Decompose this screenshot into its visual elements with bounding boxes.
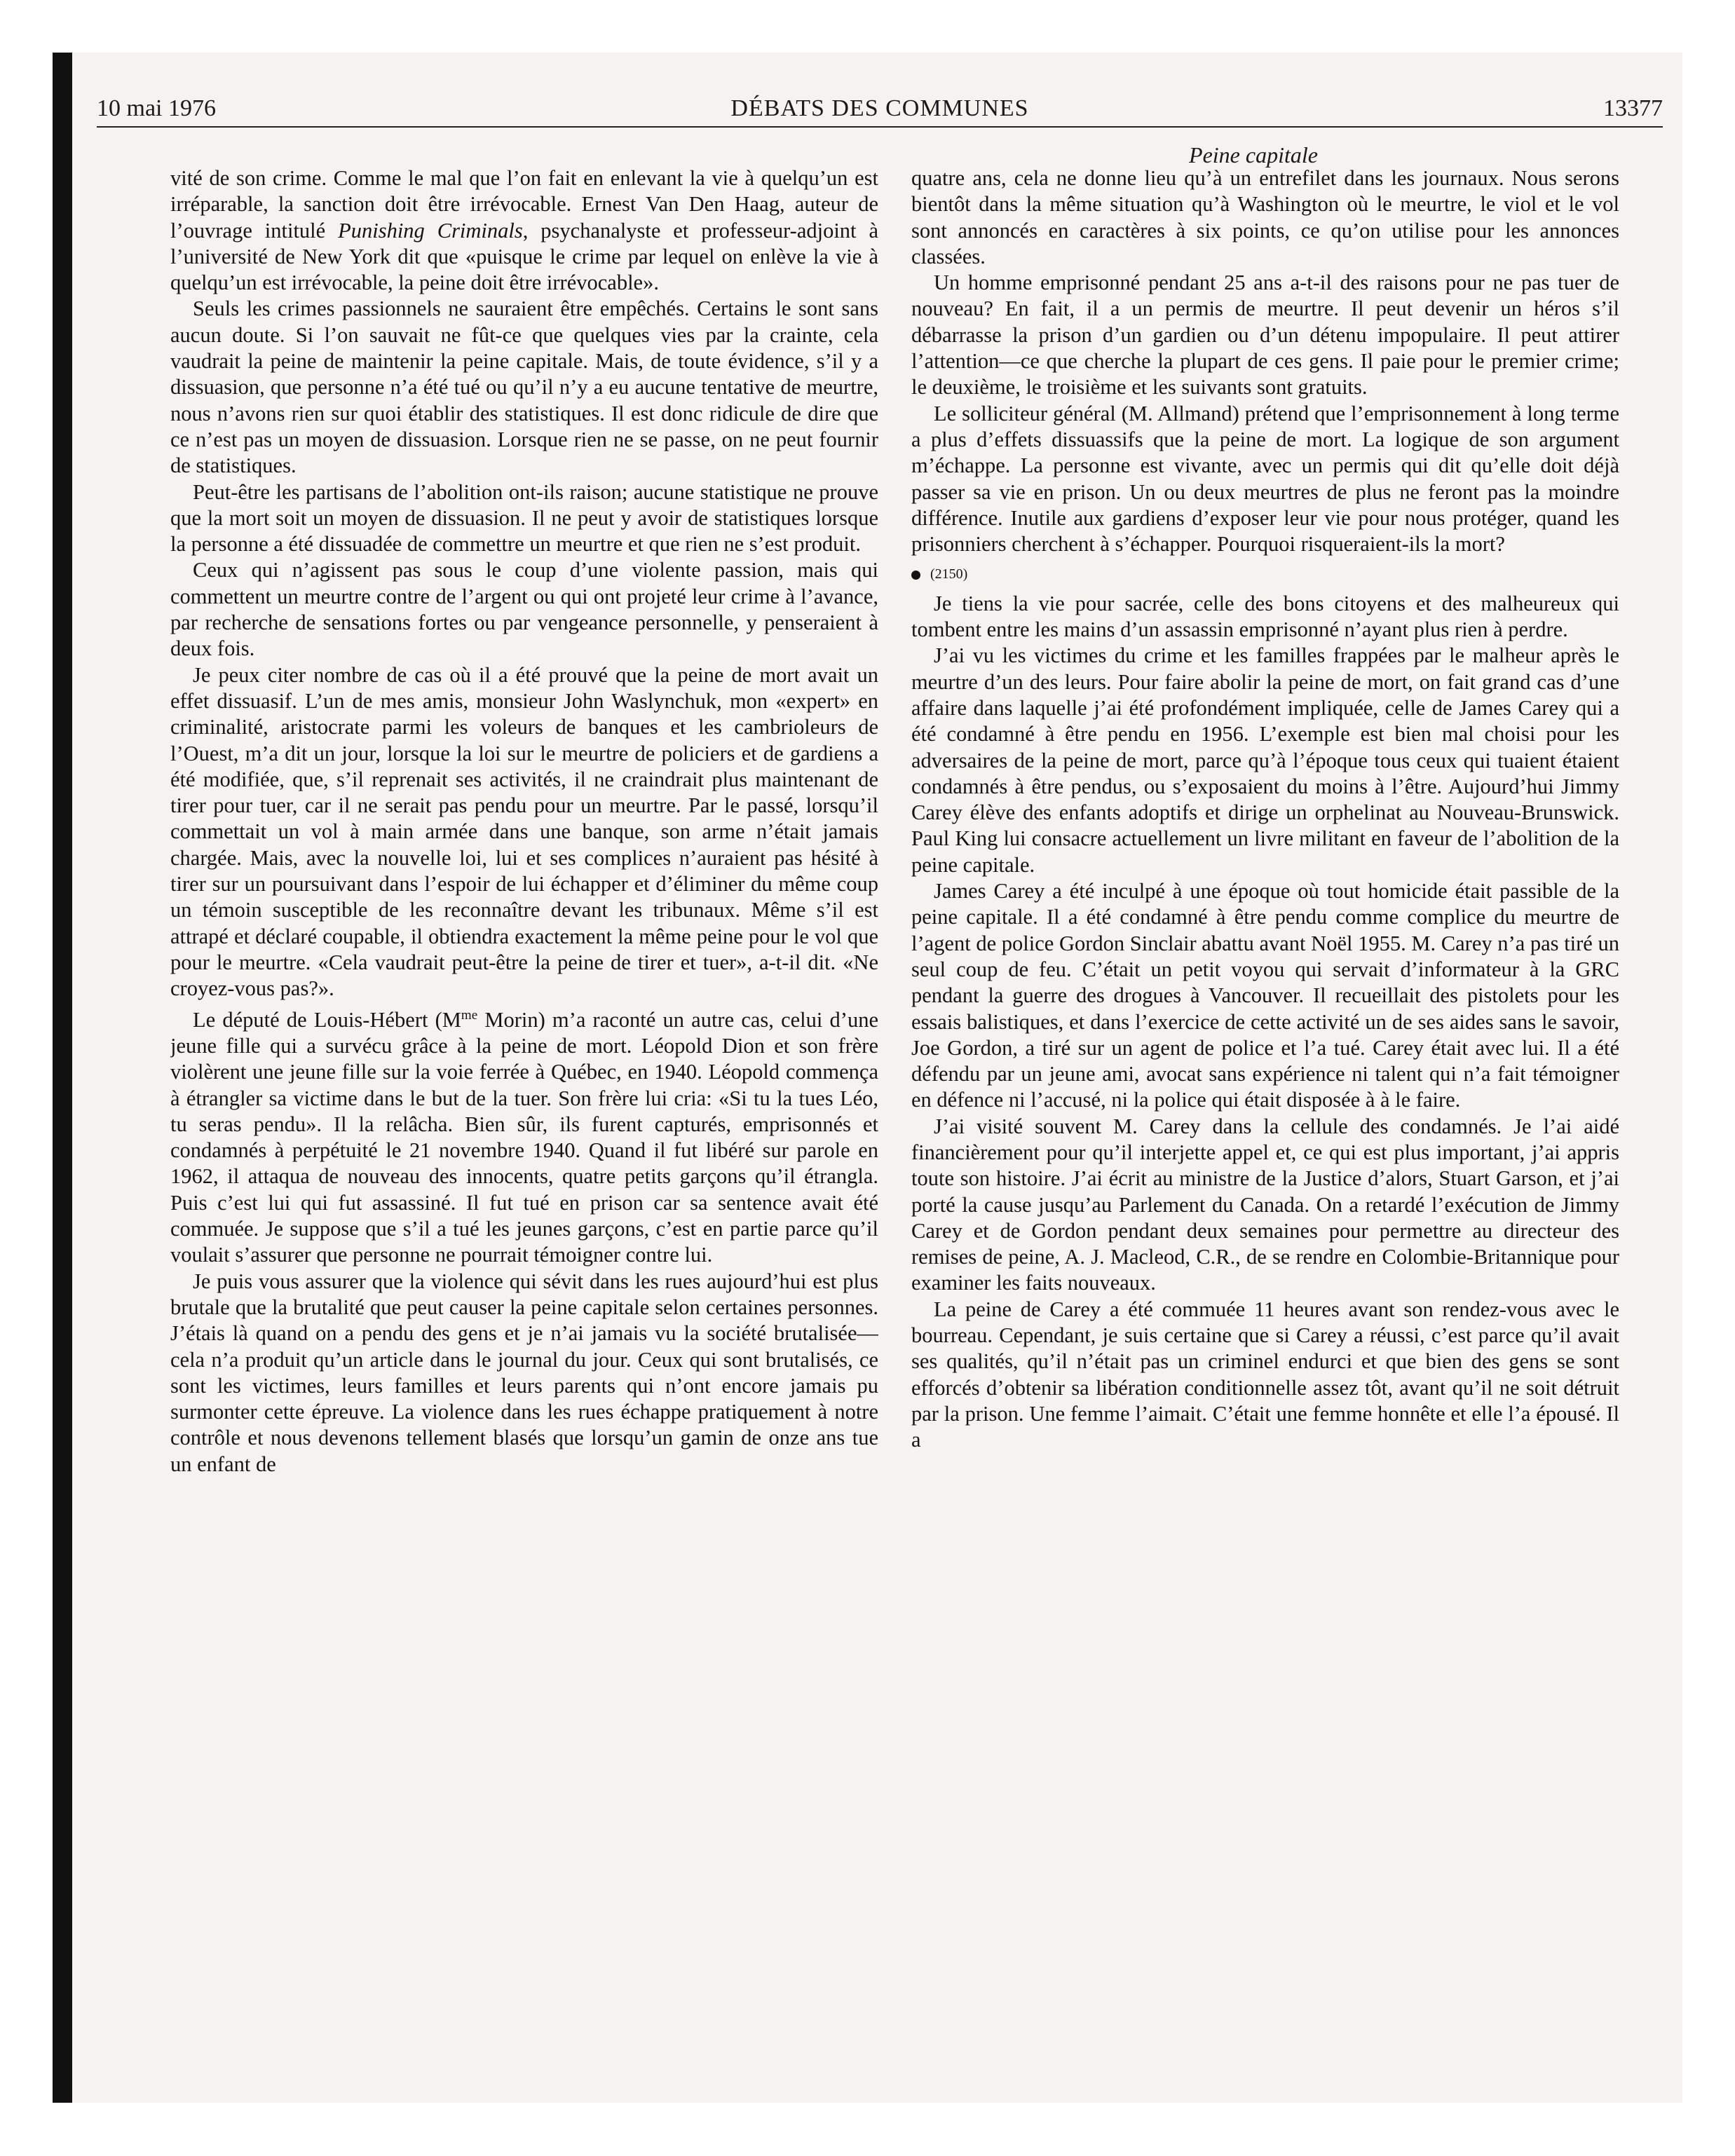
paragraph: Seuls les crimes passionnels ne sauraient être empêchés. Certains le sont sans aucun doute. Si l’on sauvait ne fût-ce que quelques vies par la crainte, cela vaudrait la peine de maintenir la peine capitale. Mais, de toute évidence, s’il y a dissuasion, que personne n’a été tué ou qu’il n’y a eu aucune tentative de meurtre, nous n’avons rien sur quoi établir des statistiques. Il est donc ridicule de dire que ce n’est pas un moyen de dissuasion. Lorsque rien ne se passe, on ne peut fournir de statistiques. [170,296,878,478]
superscript: me [461,1007,478,1023]
paragraph: Un homme emprisonné pendant 25 ans a-t-il des raisons pour ne pas tuer de nouveau? En fait, il a un permis de meurtre. Il peut devenir un héros s’il débarrasse la prison d’un gardien ou d’un détenu impopulaire. Il peut attirer l’attention—ce que cherche la plupart de ces gens. Il paie pour le premier crime; le deuxième, le troisième et les suivants sont gratuits. [911,271,1619,400]
paragraph-text: vité de son crime. Comme le mal que l’on fait en enlevant la vie à quelqu’un est irréparable, la sanction doit être irrévocable. Ernest Van Den Haag, auteur de l’ouvrage intitulé [170,166,878,243]
paragraph: J’ai visité souvent M. Carey dans la cellule des condamnés. Je l’ai aidé financièrement pour qu’il interjette appel et, ce qui est plus important, j’ai appris toute son histoire. J’ai écrit au ministre de la Justice d’alors, Stuart Garson, et j’ai porté la cause jusqu’au Parlement du Canada. On a retardé l’exécution de Jimmy Carey et de Gordon pendant deux semaines pour permettre au directeur des remises de peine, A. J. Macleod, C.R., de se rendre en Colombie-Britannique pour examiner les faits nouveaux. [911,1114,1619,1295]
paragraph: J’ai vu les victimes du crime et les familles frappées par le malheur après le meurtre d’un des leurs. Pour faire abolir la peine de mort, on fait grand cas d’une affaire dans laquelle j’ai été profondément impliquée, celle de James Carey qui a été condamné à être pendu en 1956. L’exemple est bien mal choisi pour les adversaires de la peine de mort, parce qu’à l’époque tous ceux qui tuaient étaient condamnés à être pendus, ou s’exposaient du moins à l’être. Aujourd’hui Jimmy Carey élève des enfants adoptifs et dirige un orphelinat au Nouveau-Brunswick. Paul King lui consacre actuellement un livre militant en faveur de l’abolition de la peine capitale. [911,643,1619,877]
paragraph: Je peux citer nombre de cas où il a été prouvé que la peine de mort avait un effet dissuasif. L’un de mes amis, monsieur John Waslynchuk, mon «expert» en criminalité, aristocrate parmi les voleurs de banques et les cambrioleurs de l’Ouest, m’a dit un jour, lorsque la loi sur le meurtre de policiers et de gardiens a été modifiée, que, s’il reprenait ses activités, il ne craindrait plus maintenant de tirer pour tuer, car il ne serait pas pendu pour un meurtre. Par le passé, lorsqu’il commettait un vol à main armée dans une banque, son arme n’était jamais chargée. Mais, avec la nouvelle loi, lui et ses complices n’auraient pas hésité à tirer sur un poursuivant dans l’espoir de lui échapper et d’éliminer du même coup un témoin susceptible de les reconnaître devant les tribunaux. Même s’il est attrapé et déclaré coupable, il obtiendra exactement la même peine pour le vol que pour le meurtre. «Cela vaudrait peut-être la peine de tirer et tuer», a-t-il dit. «Ne croyez-vous pas?». [170,662,878,1001]
right-column [911,165,1619,2065]
paragraph: Ceux qui n’agissent pas sous le coup d’une violente passion, mais qui commettent un meurtre contre de l’argent ou qui ont projeté leur crime à l’avance, par recherche de sensations fortes ou par vengeance personnelle, y penseraient à deux fois. [170,558,878,661]
scan-edge-shadow [53,53,72,2103]
paragraph: Peut-être les partisans de l’abolition ont-ils raison; aucune statistique ne prouve que la mort soit un moyen de dissuasion. Il ne peut y avoir de statistiques lorsque la personne a été dissuadée de commettre un meurtre et que rien ne s’est produit. [170,479,878,557]
paragraph: La peine de Carey a été commuée 11 heures avant son rendez-vous avec le bourreau. Cependant, je suis certaine que si Carey a réussi, c’est parce qu’il avait ses qualités, qu’il n’était pas un criminel endurci et que bien des gens se sont efforcés d’obtenir sa libération conditionnelle assez tôt, avant qu’il ne soit détruit par la prison. Une femme l’aimait. C’était une femme honnête et elle l’a épousé. Il a [911,1297,1619,1452]
header-title: DÉBATS DES COMMUNES [730,95,1029,121]
bullet-icon [911,571,920,580]
header-page-number: 13377 [1603,95,1663,121]
paragraph: James Carey a été inculpé à une époque où tout homicide était passible de la peine capitale. Il a été condamné à être pendu comme complice du meurtre de l’agent de police Gordon Sinclair abattu avant Noël 1955. M. Carey n’a pas tiré un seul coup de feu. C’était un petit voyou qui servait d’informateur à la GRC pendant la guerre des drogues à Vancouver. Il recueillait des pistolets pour les essais balistiques, et dans l’exercice de cette activité un de ses aides sans le savoir, Joe Gordon, a tiré sur un agent de police et l’a tué. Carey était avec lui. Il a été défendu par un jeune ami, avocat sans expérience ni talent qui n’a fait témoigner en défence ni l’accusé, ni la police qui était disposée à à le faire. [911,879,1619,1112]
paragraph [170,1002,878,1269]
paragraph: Je puis vous assurer que la violence qui sévit dans les rues aujourd’hui est plus brutale que la brutalité que peut causer la peine capitale selon certaines personnes. J’étais là quand on a pendu des gens et je n’ai jamais vu la société brutalisée—cela n’a produit qu’un article dans le journal du jour. Ceux qui sont brutalisés, ce sont les victimes, leurs familles et leurs parents qui n’ont encore jamais pu surmonter cette épreuve. La violence dans les rues échappe pratiquement à notre contrôle et nous devenons tellement blasés que lorsqu’un gamin de onze ans tue un enfant de [170,1269,878,1476]
left-column [170,165,878,2065]
running-header [97,84,1663,128]
time-marker [911,561,1619,587]
paragraph-text: Morin) m’a raconté un autre cas, celui d’une jeune fille qui a survécu grâce à la peine de mort. Léopold Dion et son frère violèrent une jeune fille sur la voie ferrée à Québec, en 1940. Léopold commença à étrangler sa victime dans le but de la tuer. Son frère lui cria: «Si tu la tues Léo, tu seras pendu». Il la relâcha. Bien sûr, ils furent capturés, emprisonnés et condamnés à perpétuité le 21 novembre 1940. Quand il fut libéré sur parole en 1962, il attaqua de nouveau des innocents, quatre petits garçons qu’il étrangla. Puis c’est lui qui fut assassiné. Il fut tué en prison car sa sentence avait été commuée. Je suppose que s’il a tué les jeunes garçons, c’est en partie parce qu’il voulait s’assurer que personne ne pourrait témoigner contre lui. [170,1007,878,1267]
paragraph: quatre ans, cela ne donne lieu qu’à un entrefilet dans les journaux. Nous serons bientôt dans la même situation qu’à Washington où le meurtre, le viol et le vol sont annoncés en caractères à six points, ce qu’on utilise pour les annonces classées. [911,166,1619,268]
subject-heading: Peine capitale [1189,142,1318,168]
time-marker-label: (2150) [930,566,968,582]
paragraph [170,165,878,296]
paragraph: Je tiens la vie pour sacrée, celle des bons citoyens et des malheureux qui tombent entre les mains d’un assassin emprisonné n’ayant plus rien à perdre. [911,591,1619,642]
paragraph-text: , psychanalyste et professeur-adjoint à l’université de New York dit que «puisque le crime par lequel on enlève la vie à quelqu’un est irrévocable, la peine doit être irrévocable». [170,218,878,295]
book-title: Punishing Criminals [338,218,523,243]
header-date: 10 mai 1976 [97,95,216,121]
paragraph-text: Le député de Louis-Hébert (M [193,1007,461,1032]
paragraph: Le solliciteur général (M. Allmand) prétend que l’emprisonnement à long terme a plus d’effets dissuassifs que la peine de mort. La logique de son argument m’échappe. La personne est vivante, avec un permis qui dit qu’elle doit déjà passer sa vie en prison. Un ou deux meurtres de plus ne feront pas la moindre différence. Inutile aux gardiens d’exposer leur vie pour nous protéger, quand les prisonniers cherchent à s’échapper. Pourquoi risqueraient-ils la mort? [911,401,1619,557]
